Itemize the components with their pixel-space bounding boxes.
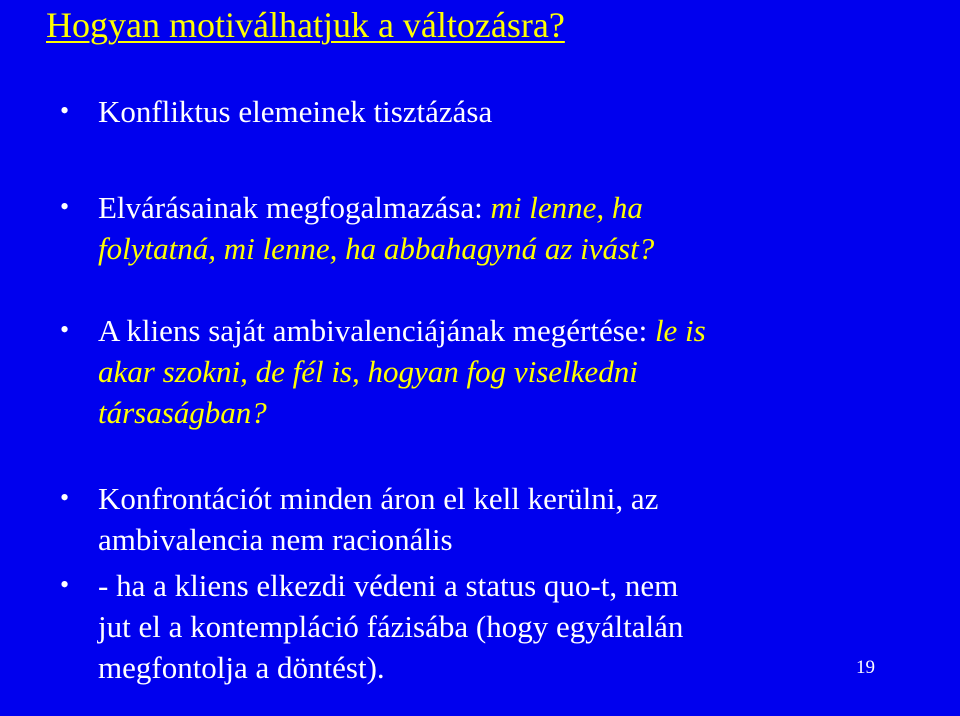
bullet-icon: •	[60, 192, 70, 221]
bullet-emphasis: társaságban?	[98, 395, 267, 430]
bullet-icon: •	[60, 483, 70, 512]
bullet-icon: •	[60, 315, 70, 344]
bullet-text: megfontolja a döntést).	[98, 650, 385, 685]
bullet-line	[98, 478, 898, 519]
bullet-line	[98, 187, 898, 228]
page-number: 19	[856, 657, 875, 678]
bullet-emphasis: le is	[654, 313, 706, 348]
bullet-text: Konfliktus elemeinek tisztázása	[98, 94, 493, 129]
bullet-text: A kliens saját ambivalenciájának megértése:	[98, 313, 655, 348]
bullet-line	[98, 228, 898, 269]
bullet-line	[98, 310, 898, 351]
bullet-text: Konfrontációt minden áron el kell kerülni, az	[98, 481, 659, 516]
bullet-line	[98, 392, 898, 433]
slide-title: Hogyan motiválhatjuk a változásra?	[46, 5, 565, 45]
bullet-line	[98, 647, 898, 688]
bullet-text: - ha a kliens elkezdi védeni a status quo-t, nem	[98, 568, 679, 603]
bullet-line	[98, 565, 898, 606]
bullet-item	[98, 187, 898, 269]
bullet-item	[98, 565, 898, 688]
bullet-emphasis: akar szokni, de fél is, hogyan fog viselkedni	[98, 354, 638, 389]
bullet-text: jut el a kontempláció fázisába (hogy egyáltalán	[98, 609, 684, 644]
bullet-line	[98, 606, 898, 647]
bullet-text: Elvárásainak megfogalmazása:	[98, 190, 491, 225]
bullet-line	[98, 351, 898, 392]
bullet-emphasis: folytatná, mi lenne, ha abbahagyná az ivást?	[98, 231, 655, 266]
bullet-emphasis: mi lenne, ha	[490, 190, 643, 225]
bullet-item	[98, 91, 898, 132]
bullet-item	[98, 478, 898, 560]
bullet-line	[98, 91, 898, 132]
bullet-line	[98, 519, 898, 560]
bullet-icon: •	[60, 570, 70, 599]
bullet-icon: •	[60, 96, 70, 125]
bullet-text: ambivalencia nem racionális	[98, 522, 453, 557]
bullet-item	[98, 310, 898, 433]
